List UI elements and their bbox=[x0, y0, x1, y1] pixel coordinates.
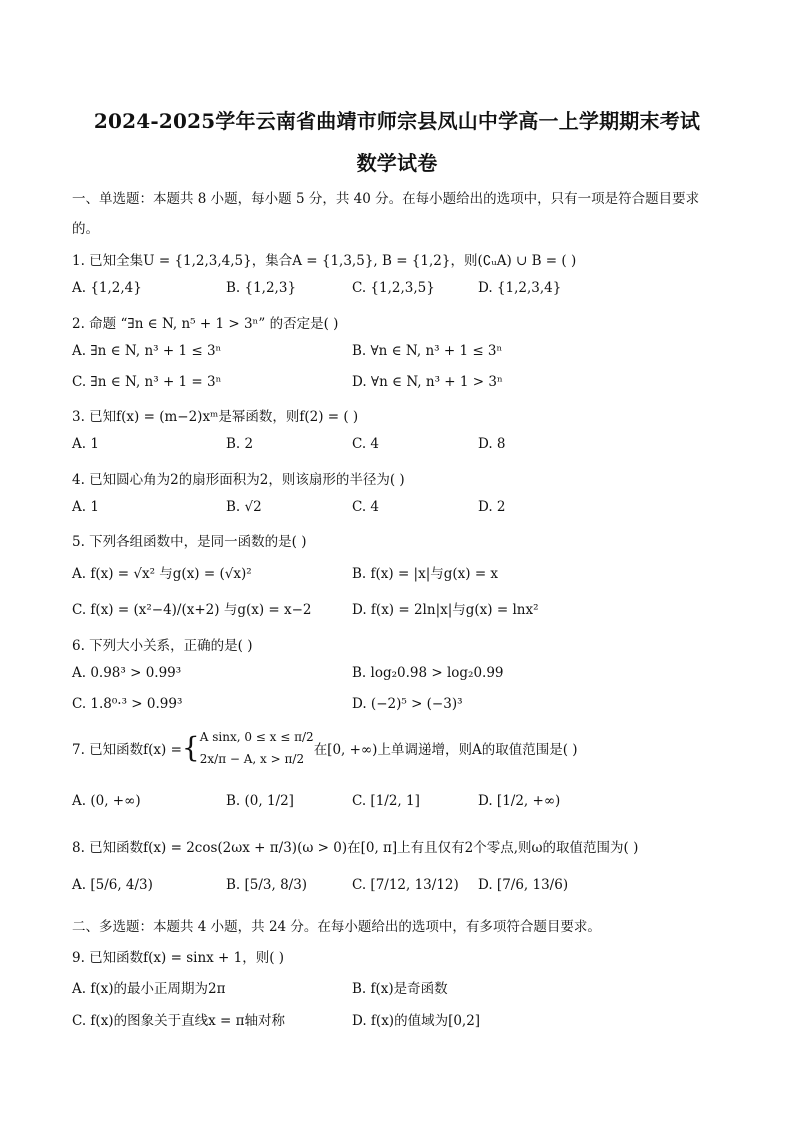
exam-subtitle: 数学试卷 bbox=[356, 151, 438, 175]
section1-intro-cont: 的。 bbox=[72, 221, 99, 237]
section2-intro: 二、多选题：本题共 4 小题，共 24 分。在每小题给出的选项中，有多项符合题目要求。 bbox=[72, 919, 601, 935]
q5-option-d: D. f(x) = 2ln|x|与g(x) = lnx² bbox=[352, 602, 539, 618]
q2-option-b: B. ∀n ∈ N, n³ + 1 ≤ 3ⁿ bbox=[352, 343, 503, 359]
q6-stem: 6. 下列大小关系，正确的是( ) bbox=[72, 638, 253, 654]
q6-option-d: D. (−2)⁵ > (−3)³ bbox=[352, 696, 463, 712]
q8-option-a: A. [5/6, 4/3) bbox=[72, 877, 153, 893]
q4-option-b: B. √2 bbox=[226, 499, 262, 515]
q8-stem: 8. 已知函数f(x) = 2cos(2ωx + π/3)(ω > 0)在[0, π]上有且仅有2个零点,则ω的取值范围为( ) bbox=[72, 840, 639, 856]
section1-intro: 一、单选题：本题共 8 小题，每小题 5 分，共 40 分。在每小题给出的选项中，只有一项是符合题目要求 bbox=[72, 191, 700, 207]
q9-option-c: C. f(x)的图象关于直线x = π轴对称 bbox=[72, 1013, 285, 1029]
q1-stem: 1. 已知全集U = {1,2,3,4,5}，集合A = {1,3,5}, B = {1,2}，则(∁ᵤA) ∪ B = ( ) bbox=[72, 253, 577, 269]
q3-option-a: A. 1 bbox=[72, 436, 99, 452]
q7-stem-post: 在[0, +∞)上单调递增，则A的取值范围是( ) bbox=[313, 742, 578, 758]
q8-option-d: D. [7/6, 13/6) bbox=[478, 877, 569, 893]
q4-stem: 4. 已知圆心角为2的扇形面积为2，则该扇形的半径为( ) bbox=[72, 472, 405, 488]
q5-option-a: A. f(x) = √x² 与g(x) = (√x)² bbox=[72, 566, 252, 582]
q7-pieces bbox=[200, 726, 314, 770]
q2-option-c: C. ∃n ∈ N, n³ + 1 = 3ⁿ bbox=[72, 374, 222, 390]
q7-piece-2: 2x/π − A, x > π/2 bbox=[199, 752, 305, 766]
exam-title: 2024-2025学年云南省曲靖市师宗县凤山中学高一上学期期末考试 bbox=[93, 109, 701, 133]
q4-option-a: A. 1 bbox=[72, 499, 99, 515]
q7-option-d: D. [1/2, +∞) bbox=[478, 793, 561, 809]
q4-option-c: C. 4 bbox=[352, 499, 380, 515]
q7-option-c: C. [1/2, 1] bbox=[352, 793, 420, 809]
q2-option-d: D. ∀n ∈ N, n³ + 1 > 3ⁿ bbox=[352, 374, 503, 390]
q3-option-b: B. 2 bbox=[226, 436, 254, 452]
q9-option-b: B. f(x)是奇函数 bbox=[352, 981, 448, 997]
q1-option-c: C. {1,2,3,5} bbox=[352, 280, 435, 296]
q7-option-a: A. (0, +∞) bbox=[72, 793, 141, 809]
q1-option-d: D. {1,2,3,4} bbox=[478, 280, 562, 296]
q4-option-d: D. 2 bbox=[478, 499, 506, 515]
q7-option-b: B. (0, 1/2] bbox=[226, 793, 294, 809]
q9-stem: 9. 已知函数f(x) = sinx + 1，则( ) bbox=[72, 950, 285, 966]
q1-option-a: A. {1,2,4} bbox=[72, 280, 142, 296]
left-brace-icon: { bbox=[181, 731, 200, 764]
q5-option-c: C. f(x) = (x²−4)/(x+2) 与g(x) = x−2 bbox=[72, 602, 312, 618]
q7-stem-pre: 7. 已知函数f(x) = bbox=[72, 742, 182, 758]
q7-stem bbox=[72, 722, 578, 774]
q3-stem: 3. 已知f(x) = (m−2)xᵐ是幂函数，则f(2) = ( ) bbox=[72, 409, 359, 425]
q3-option-d: D. 8 bbox=[478, 436, 506, 452]
q7-piece-1: A sinx, 0 ≤ x ≤ π/2 bbox=[199, 730, 314, 744]
q2-option-a: A. ∃n ∈ N, n³ + 1 ≤ 3ⁿ bbox=[72, 343, 222, 359]
q6-option-c: C. 1.8⁰·³ > 0.99³ bbox=[72, 696, 183, 712]
q9-option-d: D. f(x)的值域为[0,2] bbox=[352, 1013, 481, 1029]
q5-stem: 5. 下列各组函数中，是同一函数的是( ) bbox=[72, 534, 307, 550]
q2-stem: 2. 命题 “∃n ∈ N, n⁵ + 1 > 3ⁿ” 的否定是( ) bbox=[72, 316, 339, 332]
q1-option-b: B. {1,2,3} bbox=[226, 280, 297, 296]
q8-option-c: C. [7/12, 13/12) bbox=[352, 877, 459, 893]
q3-option-c: C. 4 bbox=[352, 436, 380, 452]
q9-option-a: A. f(x)的最小正周期为2π bbox=[72, 981, 226, 997]
q5-option-b: B. f(x) = |x|与g(x) = x bbox=[352, 566, 499, 582]
q8-option-b: B. [5/3, 8/3) bbox=[226, 877, 308, 893]
q6-option-a: A. 0.98³ > 0.99³ bbox=[72, 665, 182, 681]
q6-option-b: B. log₂0.98 > log₂0.99 bbox=[352, 665, 504, 681]
